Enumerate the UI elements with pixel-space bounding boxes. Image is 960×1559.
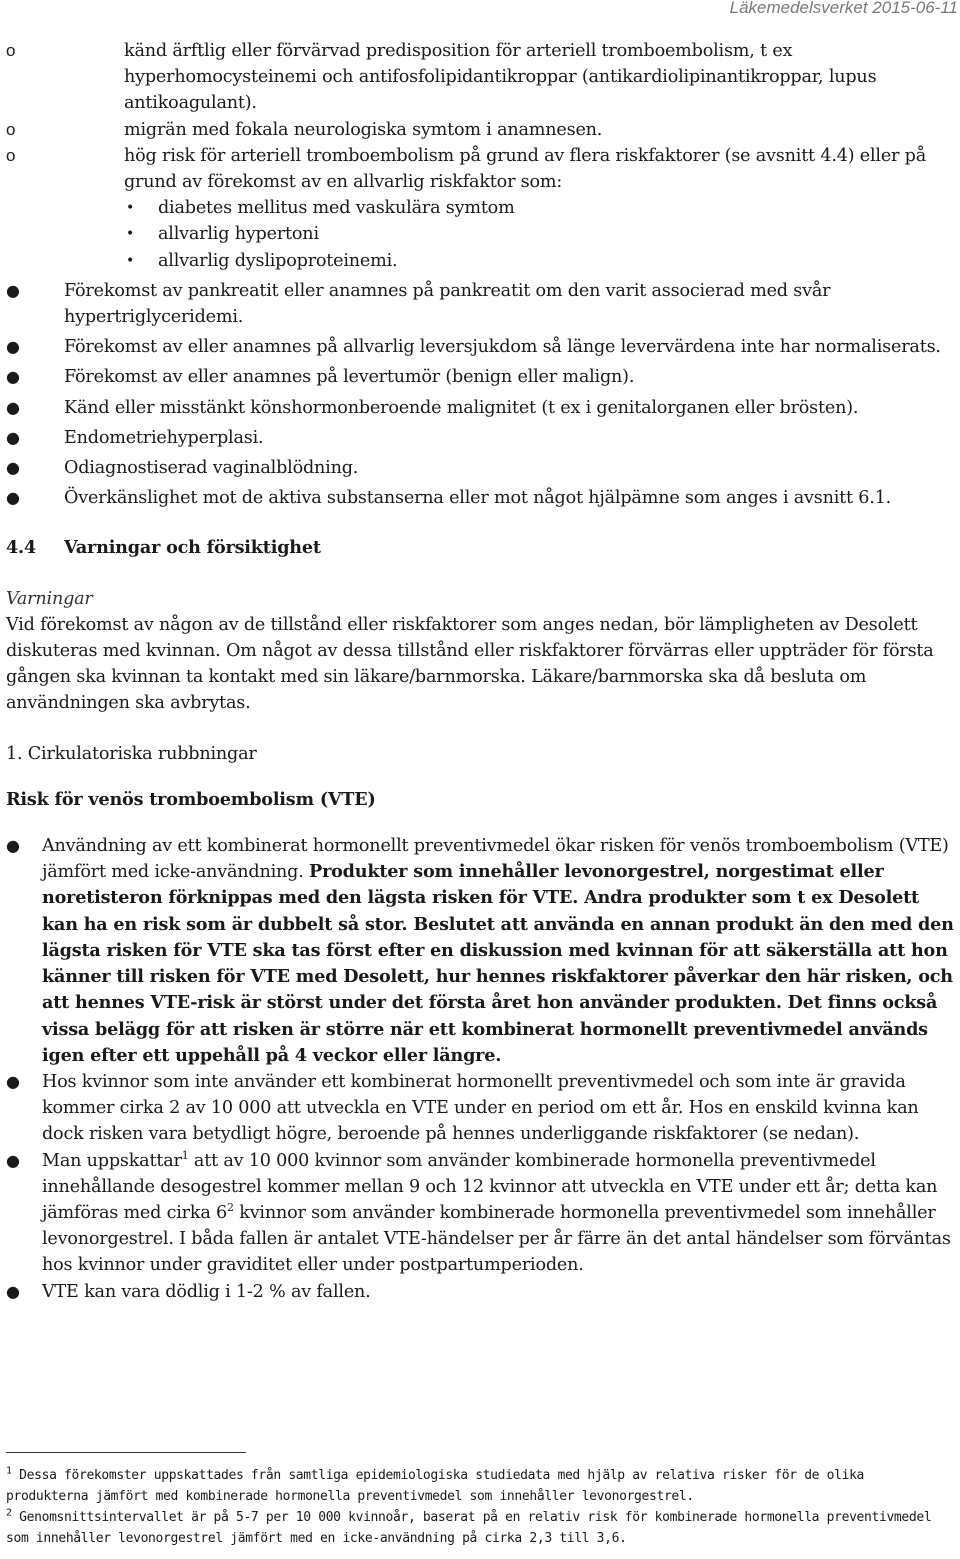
list-item-text: Endometriehyperplasi. [64,427,264,448]
bullet-icon: ● [6,836,20,856]
list-item-text: Förekomst av eller anamnes på allvarlig leversjukdom så länge levervärdena inte har normaliserats. [64,337,941,358]
circle-bullet-icon: o [6,119,16,139]
list-item-text: allvarlig hypertoni [158,224,319,245]
footnote-ref: 1 [181,1148,189,1162]
vte-text: kvinnor som använder kombinerade hormonella preventivmedel som innehåller levonorgestrel. I båda fallen är antalet VTE-händelser per år färre än det antal händelser som förväntas hos kvinnor under graviditet eller under postpartumperioden. [42,1202,951,1276]
vte-heading: Risk för venös tromboembolism (VTE) [6,788,376,810]
list-item-text: känd ärftlig eller förvärvad predisposition för arteriell tromboembolism, t ex hyperhomocysteinemi och antifosfolipidantikroppar (antikardiolipinantikroppar, lupus antikoagulant). [124,41,877,114]
sub-list-item [6,143,958,195]
list-item-text: Förekomst av eller anamnes på levertumör (benign eller malign). [64,367,635,388]
footnote [6,1507,952,1549]
footnote-mark: 1 [6,1465,12,1477]
contraindication-item [6,455,958,481]
circle-bullet-icon: o [6,41,16,60]
warnings-paragraph: Vid förekomst av någon av de tillstånd eller riskfaktorer som anges nedan, bör lämpligheten av Desolett diskuteras med kvinnan. Om något av dessa tillstånd eller riskfaktorer förvärras eller uppträder för första gången ska kvinnan ta kontakt med sin läkare/barnmorska. Läkare/barnmorska ska då besluta om användningen ska avbrytas. [6,614,934,714]
risk-factor-item [6,221,958,247]
risk-factor-item [6,195,958,221]
list-item-text: diabetes mellitus med vaskulära symtom [158,198,515,219]
footnote-text: Genomsnittsintervallet är på 5-7 per 10 000 kvinnoår, baserat på en relativ risk för kombinerade hormonella preventivmedel som innehåller levonorgestrel jämfört med en icke-användning på cirka 2,3 till 3,6. [6,1510,932,1546]
vte-bullet [6,833,958,1069]
bullet-icon: ● [6,280,20,300]
vte-bullet [6,1279,958,1305]
bullet-icon: ● [6,1071,20,1091]
circulatory-heading: 1. Cirkulatoriska rubbningar [6,743,257,764]
vte-text: VTE kan vara dödlig i 1-2 % av fallen. [42,1281,371,1302]
footnote [6,1465,952,1507]
contraindication-item [6,395,958,421]
contraindication-item [6,278,958,330]
vte-bullet [6,1148,958,1279]
footnote-ref: 2 [227,1201,234,1215]
bullet-icon: ● [6,427,20,447]
sub-list-item [6,117,958,143]
footnote-divider [6,1452,246,1453]
small-bullet-icon: • [126,200,135,217]
vte-text-plain: Användning av ett kombinerat hormonellt preventivmedel ökar risken för venös tromboembolism (VTE) jämfört med icke-användning. [42,836,949,883]
risk-factor-item [6,248,958,274]
contraindication-item [6,334,958,360]
vte-text: att av 10 000 kvinnor som använder kombinerade hormonella preventivmedel innehållande desogestrel kommer mellan 9 och 12 kvinnor att utveckla en VTE under ett år; detta kan jämföras med cirka 6 [42,1150,938,1223]
section-number: 4.4 [6,537,37,559]
bullet-icon: ● [6,337,20,357]
contraindication-item [6,485,958,511]
list-item-text: Odiagnostiserad vaginalblödning. [64,458,359,479]
bullet-icon: ● [6,367,20,387]
list-item-text: Överkänslighet mot de aktiva substanserna eller mot något hjälpämne som anges i avsnitt 6.1. [64,488,892,509]
contraindication-item [6,425,958,451]
footnote-mark: 2 [6,1507,12,1519]
footnote-text: Dessa förekomster uppskattades från samtliga epidemiologiska studiedata med hjälp av relativa risker för de olika produkterna jämfört med kombinerade hormonella preventivmedel som innehåller levonorgestrel. [6,1468,865,1504]
circle-bullet-icon: o [6,145,16,165]
warnings-subheading: Varningar [6,588,93,609]
document-body [6,38,958,1305]
list-item-text: allvarlig dyslipoproteinemi. [158,250,398,271]
section-heading [6,535,958,561]
bullet-icon: ● [6,1150,20,1170]
contraindication-item [6,364,958,390]
bullet-icon: ● [6,458,20,478]
sub-list-item [6,38,958,117]
list-item-text: migrän med fokala neurologiska symtom i anamnesen. [124,119,603,140]
small-bullet-icon: • [126,252,135,269]
document-date-stamp: Läkemedelsverket 2015-06-11 [729,0,958,17]
list-item-text: hög risk för arteriell tromboembolism på grund av flera riskfaktorer (se avsnitt 4.4) eller på grund av förekomst av en allvarlig riskfaktor som: [124,145,926,193]
vte-bullet [6,1069,958,1148]
small-bullet-icon: • [126,226,135,243]
list-item-text: Känd eller misstänkt könshormonberoende malignitet (t ex i genitalorganen eller brösten). [64,397,859,418]
vte-text: Hos kvinnor som inte använder ett kombinerat hormonellt preventivmedel och som inte är gravida kommer cirka 2 av 10 000 att utveckla en VTE under en period om ett år. Hos en enskild kvinna kan dock risken vara betydligt högre, beroende på hennes underliggande riskfaktorer (se nedan). [42,1071,919,1145]
list-item-text: Förekomst av pankreatit eller anamnes på pankreatit om den varit associerad med svår hypertriglyceridemi. [64,280,831,328]
vte-text: Man uppskattar [42,1150,182,1171]
footnotes [6,1452,952,1549]
section-title: Varningar och försiktighet [64,537,321,559]
vte-text-bold: Produkter som innehåller levonorgestrel, norgestimat eller noretisteron förknippas med den lägsta risken för VTE. Andra produkter som t ex Desolett kan ha en risk som är dubbelt så stor. Beslutet att använda en annan produkt än den med den lägsta risken för VTE ska tas först efter en diskussion med kvinnan för att säkerställa att hon känner till risken för VTE med Desolett, hur hennes riskfaktorer påverkar den här risken, och att hennes VTE-risk är störst under det första året hon använder produkten. Det finns också vissa belägg för att risken är större när ett kombinerat hormonellt preventivmedel används igen efter ett uppehåll på 4 veckor eller längre. [42,861,954,1066]
bullet-icon: ● [6,488,20,508]
bullet-icon: ● [6,397,20,417]
bullet-icon: ● [6,1281,20,1301]
